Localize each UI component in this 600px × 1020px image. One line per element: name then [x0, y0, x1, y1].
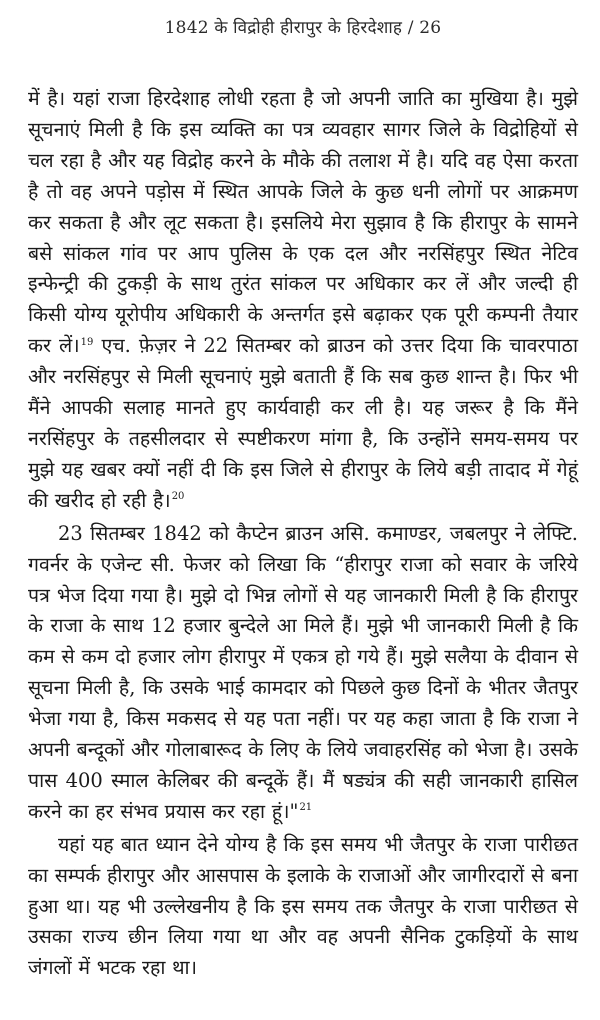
paragraph-text-cont: एच. फ़ेज़र ने 22 सितम्बर को ब्राउन को उत्तर दिया कि चावरपाठा और नरसिंहपुर से मिली सूचनाएं मुझे बताती हैं कि सब कुछ शान्त है। फिर भी मैंने आपकी सलाह मानते हुए कार्यवाही कर ली है। यह जरूर है कि मैंने नरसिंहपुर के तहसीलदार से स्पष्टीकरण मांगा है, कि उन्होंने समय-समय पर मुझे यह खबर क्यों नहीं दी कि इस जिले से हीरापुर के लिये बड़ी तादाद में गेहूं की खरीद हो रही है। — [28, 334, 578, 512]
paragraph-text: यहां यह बात ध्यान देने योग्य है कि इस समय भी जैतपुर के राजा पारीछत का सम्पर्क हीरापुर और आसपास के इलाके के राजाओं और जागीरदारों से बना हुआ था। यह भी उल्लेखनीय है कि इस समय तक जैतपुर के राजा पारीछत से उसका राज्य छीन लिया गया था और वह अपनी सैनिक टुकड़ियों के साथ जंगलों में भटक रहा था। — [28, 832, 578, 980]
paragraph-note — [28, 830, 578, 985]
running-head: 1842 के विद्रोही हीरापुर के हिरदेशाह / 26 — [164, 18, 442, 38]
paragraph-text: में है। यहां राजा हिरदेशाह लोधी रहता है जो अपनी जाति का मुखिया है। मुझे सूचनाएं मिली है कि इस व्यक्ति का पत्र व्यवहार सागर जिले के विद्रोहियों से चल रहा है और यह विद्रोह करने के मौके की तलाश में है। यदि वह ऐसा करता है तो वह अपने पड़ोस में स्थित आपके जिले के कुछ धनी लोगों पर आक्रमण कर सकता है और लूट सकता है। इसलिये मेरा सुझाव है कि हीरापुर के सामने बसे सांकल गांव पर आप पुलिस के एक दल और नरसिंहपुर स्थित नेटिव इन्फेन्ट्री की टुकड़ी के साथ तुरंत सांकल पर अधिकार कर लें और जल्दी ही किसी योग्य यूरोपीय अधिकारी के अन्तर्गत इसे बढ़ाकर एक पूरी कम्पनी तैयार कर लें। — [28, 87, 578, 358]
footnote-ref-21: 21 — [299, 802, 313, 814]
page-body — [28, 84, 578, 984]
footnote-ref-20: 20 — [171, 491, 185, 503]
paragraph-text: 23 सितम्बर 1842 को कैप्टेन ब्राउन असि. कमाण्डर, जबलपुर ने लेफ्टि. गवर्नर के एजेन्ट सी. फेजर को लिखा कि “हीरापुर राजा को सवार के जरिये पत्र भेज दिया गया है। मुझे दो भिन्न लोगों से यह जानकारी मिली है कि हीरापुर के राजा के साथ 12 हजार बुन्देले आ मिले हैं। मुझे भी जानकारी मिली है कि कम से कम दो हजार लोग हीरापुर में एकत्र हो गये हैं। मुझे सलैया के दीवान से सूचना मिली है, कि उसके भाई कामदार को पिछले कुछ दिनों के भीतर जैतपुर भेजा गया है, किस मकसद से यह पता नहीं। पर यह कहा जाता है कि राजा ने अपनी बन्दूकों और गोलाबारूद के लिए के लिये जवाहरसिंह को भेजा है। उसके पास 400 स्माल केलिबर की बन्दूकें हैं। मैं षड्यंत्र की सही जानकारी हासिल करने का हर संभव प्रयास कर रहा हूं।" — [28, 521, 578, 823]
paragraph-continued — [28, 84, 578, 517]
paragraph-letter — [28, 519, 578, 828]
footnote-ref-19: 19 — [80, 336, 94, 348]
